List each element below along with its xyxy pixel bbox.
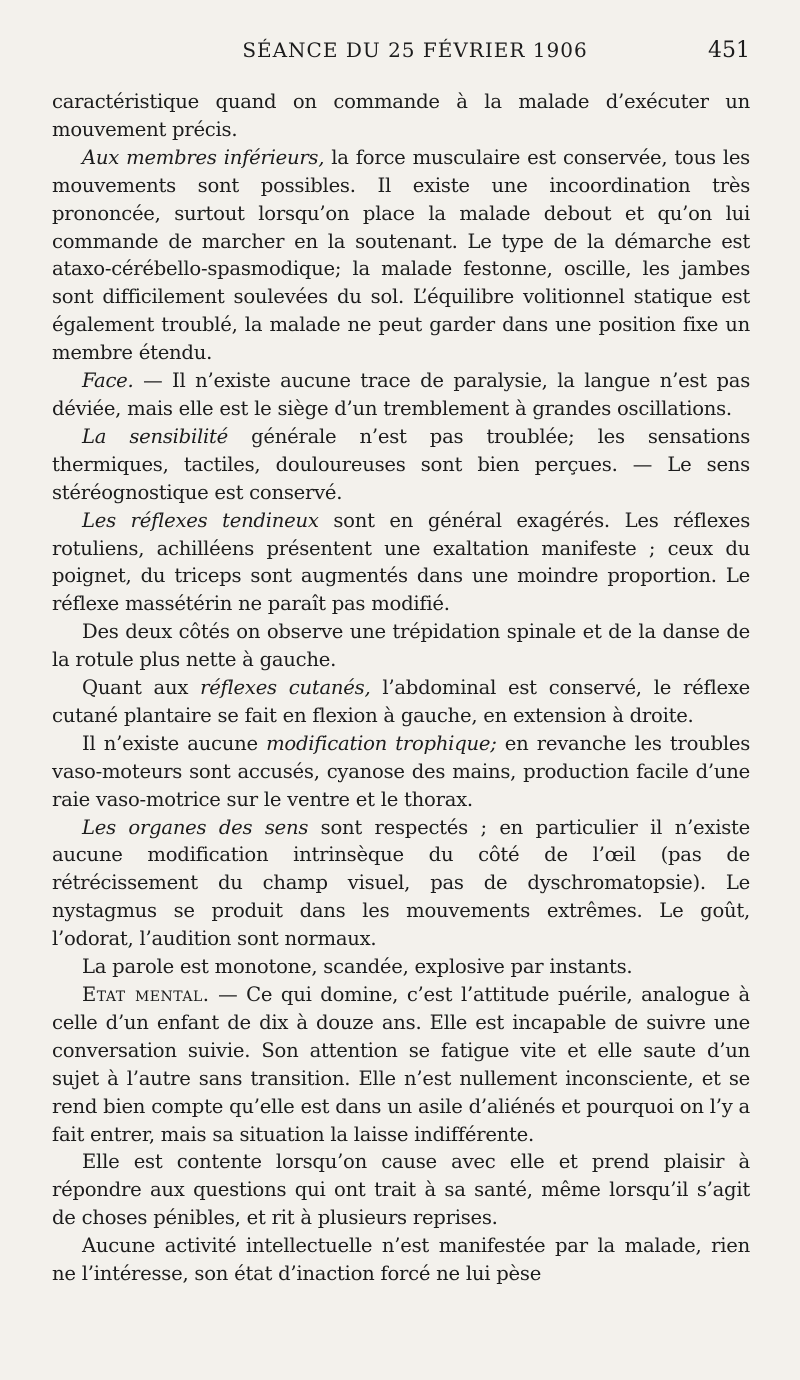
- page-number: 451: [708, 38, 750, 63]
- italic-run: Les organes des sens: [82, 815, 309, 839]
- paragraph-p6: [52, 618, 750, 674]
- section-label: Etat mental.: [82, 983, 210, 1006]
- italic-run: réflexes cutanés,: [200, 676, 371, 700]
- italic-run: modification trophique;: [266, 731, 497, 755]
- paragraph-p2: [52, 144, 750, 367]
- text-run: sont respectés ; en particulier il n’existe aucune modification intrinsèque du côté de l’œil (pas de rétrécissement du champ visuel, pas de dyschromatopsie). Le nystagmus se produit dans les mouvements extrêmes. Le goût, l’odorat, l’audition sont normaux.: [52, 815, 750, 951]
- text-run: la force musculaire est conservée, tous les mouvements sont possibles. Il existe une incoordination très prononcée, surtout lorsqu’on place la malade debout et qu’on lui commande de marcher en la soutenant. Le type de la démarche est ataxo-cérébello-spasmodique; la malade festonne, oscille, les jambes sont difficilement soulevées du sol. L’équilibre volitionnel statique est également troublé, la malade ne peut garder dans une position fixe un membre étendu.: [52, 145, 750, 365]
- body-text: [52, 88, 750, 1288]
- text-run: Des deux côtés on observe une trépidation spinale et de la danse de la rotule plus nette à gauche.: [52, 620, 750, 672]
- paragraph-p1: [52, 88, 750, 144]
- paragraph-p7: [52, 674, 750, 730]
- text-run: caractéristique quand on commande à la malade d’exécuter un mouvement précis.: [52, 90, 750, 141]
- text-run: Elle est contente lorsqu’on cause avec elle et prend plaisir à répondre aux questions qui ont trait à sa santé, même lorsqu’il s’agit de choses pénibles, et rit à plusieurs reprises.: [52, 1150, 750, 1230]
- italic-run: Les réflexes tendineux: [82, 508, 319, 532]
- text-run: Quant aux: [82, 676, 201, 700]
- text-run: — Ce qui domine, c’est l’attitude puérile, analogue à celle d’un enfant de dix à douze ans. Elle est incapable de suivre une conversation suivie. Son attention se fatigue vite et elle saute d’un sujet à l’autre sans transition. Elle n’est nullement inconsciente, et se rend bien compte qu’elle est dans un asile d’aliénés et pourquoi on l’y a fait entrer, mais sa situation la laisse indifférente.: [52, 983, 750, 1146]
- paragraph-p8: [52, 730, 750, 814]
- paragraph-p12: [52, 1148, 750, 1232]
- text-run: sont en général exagérés. Les réflexes rotuliens, achilléens présentent une exaltation manifeste ; ceux du poignet, du triceps sont augmentés dans une moindre proportion. Le réflexe massétérin ne paraît pas modifié.: [52, 508, 750, 616]
- italic-run: Face.: [82, 369, 134, 393]
- paragraph-p11: [52, 981, 750, 1148]
- text-run: générale n’est pas troublée; les sensations thermiques, tactiles, douloureuses sont bien perçues. — Le sens stéréognostique est conservé.: [52, 424, 750, 504]
- text-run: en revanche les troubles vaso-moteurs sont accusés, cyanose des mains, production facile d’une raie vaso-motrice sur le ventre et le thorax.: [52, 731, 750, 811]
- paragraph-p10: [52, 953, 750, 981]
- text-run: Aucune activité intellectuelle n’est manifestée par la malade, rien ne l’intéresse, son état d’inaction forcé ne lui pèse: [52, 1234, 750, 1286]
- text-run: Il n’existe aucune: [82, 731, 267, 755]
- page-header: [52, 38, 750, 74]
- italic-run: Aux membres inférieurs,: [82, 145, 325, 169]
- paragraph-p13: [52, 1232, 750, 1288]
- text-run: l’abdominal est conservé, le réflexe cutané plantaire se fait en flexion à gauche, en extension à droite.: [52, 676, 750, 727]
- italic-run: La sensibilité: [82, 424, 228, 448]
- text-run: La parole est monotone, scandée, explosive par instants.: [82, 955, 633, 979]
- paragraph-p9: [52, 814, 750, 954]
- paragraph-p4: [52, 423, 750, 507]
- running-title: SÉANCE DU 25 FÉVRIER 1906: [242, 38, 588, 62]
- paragraph-p5: [52, 507, 750, 619]
- paragraph-p3: [52, 367, 750, 423]
- text-run: — Il n’existe aucune trace de paralysie, la langue n’est pas déviée, mais elle est le siège d’un tremblement à grandes oscillations.: [52, 369, 750, 420]
